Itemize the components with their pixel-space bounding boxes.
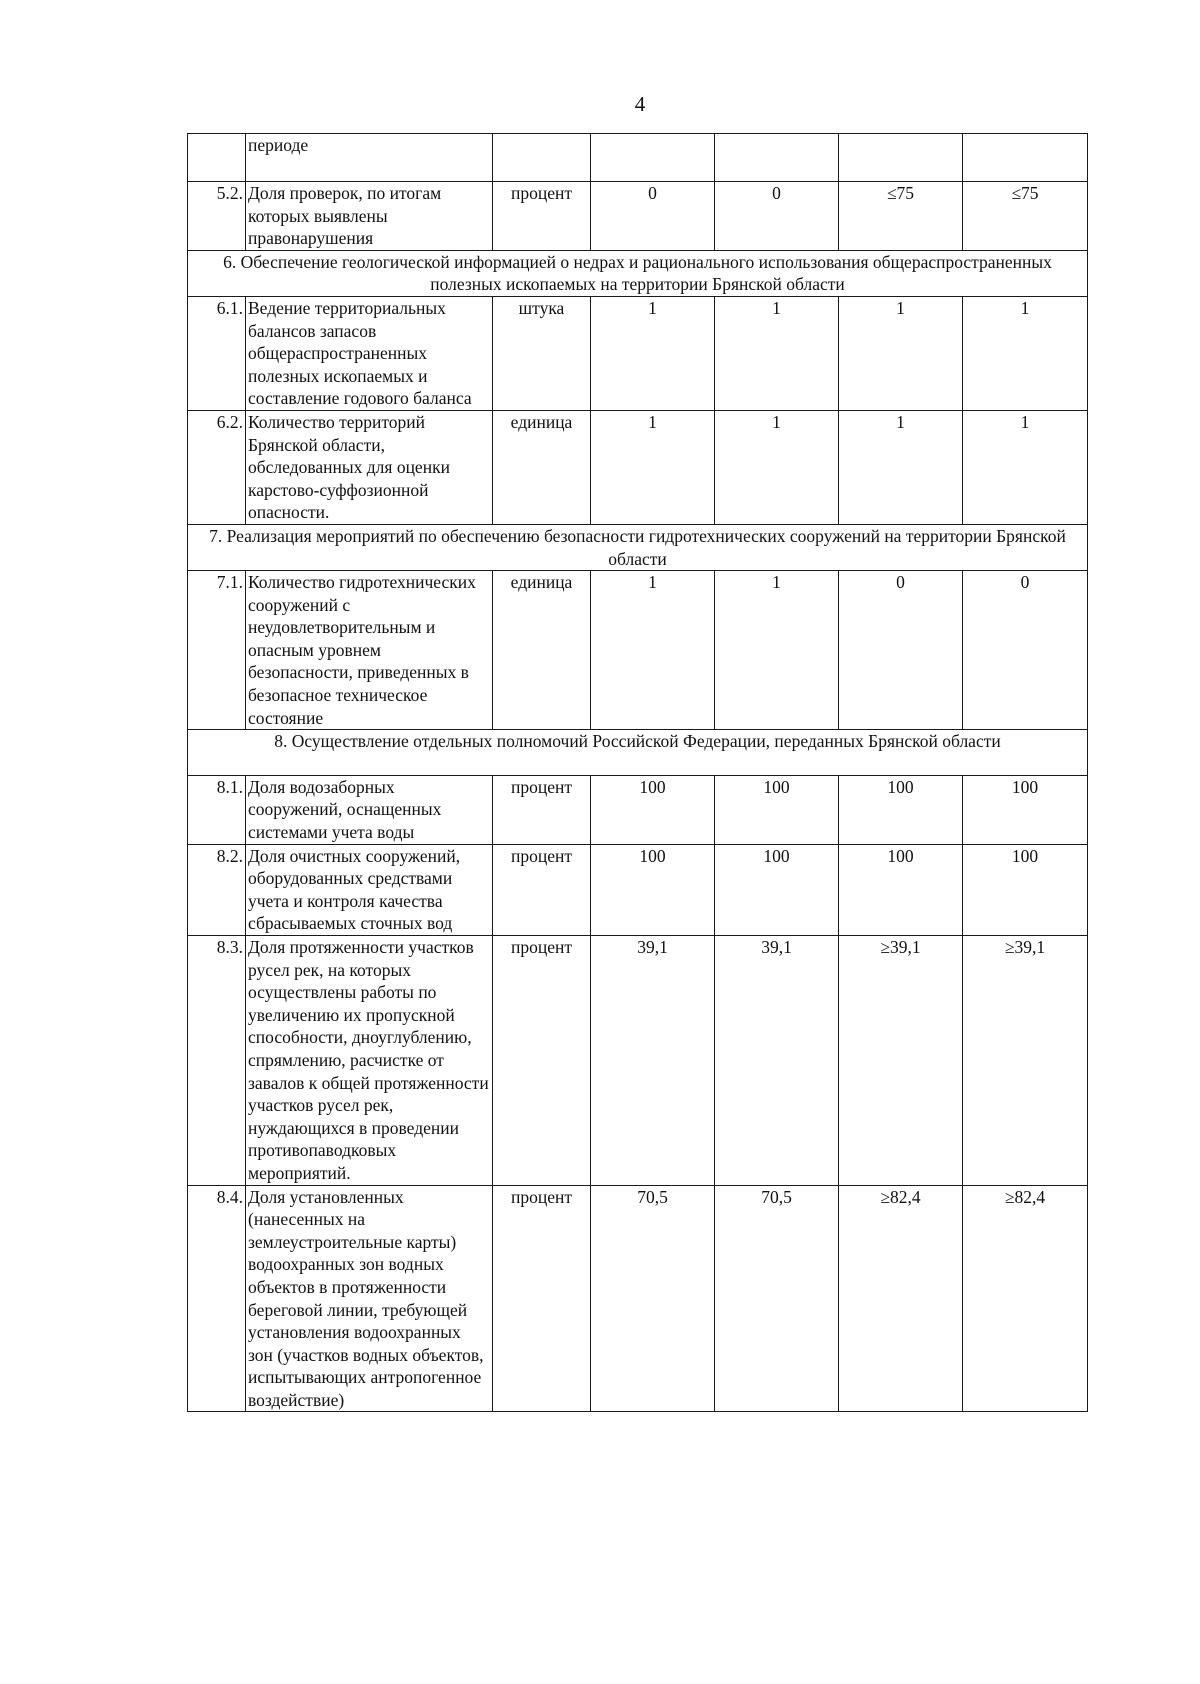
unit-cell: штука: [493, 296, 591, 410]
row-number: 8.1.: [188, 775, 246, 844]
value-cell-1: 0: [591, 182, 715, 251]
value-cell-3: ≥39,1: [839, 936, 963, 1186]
section-row-7: [188, 524, 1088, 570]
value-cell-2: 70,5: [715, 1185, 839, 1412]
value-cell-3: 1: [839, 296, 963, 410]
section-heading: 8. Осуществление отдельных полномочий Российской Федерации, переданных Брянской области: [188, 730, 1088, 776]
value-cell-4: 100: [963, 844, 1088, 935]
value-cell-1: 100: [591, 775, 715, 844]
row-number: 8.4.: [188, 1185, 246, 1412]
value-cell-1: 70,5: [591, 1185, 715, 1412]
value-cell-1: 1: [591, 571, 715, 730]
table-row-8-1: [188, 775, 1088, 844]
value-cell-2: 39,1: [715, 936, 839, 1186]
value-cell-3: 0: [839, 571, 963, 730]
row-number: 6.2.: [188, 410, 246, 524]
value-cell-4: ≥82,4: [963, 1185, 1088, 1412]
value-cell-2: 1: [715, 296, 839, 410]
value-cell-1: 100: [591, 844, 715, 935]
value-cell-2: 1: [715, 410, 839, 524]
value-cell-4: 0: [963, 571, 1088, 730]
row-number: [188, 134, 246, 182]
table-row-8-4: [188, 1185, 1088, 1412]
table-row-8-2: [188, 844, 1088, 935]
value-cell-2: 100: [715, 775, 839, 844]
indicator-description: Доля очистных сооружений, оборудованных средствами учета и контроля качества сбрасываемых сточных вод: [246, 844, 493, 935]
table-row-6-2: [188, 410, 1088, 524]
value-cell-3: 1: [839, 410, 963, 524]
row-number: 8.2.: [188, 844, 246, 935]
value-cell-3: [839, 134, 963, 182]
value-cell-4: 100: [963, 775, 1088, 844]
indicator-description: периоде: [246, 134, 493, 182]
value-cell-3: 100: [839, 844, 963, 935]
indicator-description: Доля проверок, по итогам которых выявлены правонарушения: [246, 182, 493, 251]
value-cell-4: 1: [963, 296, 1088, 410]
unit-cell: единица: [493, 571, 591, 730]
indicator-description: Количество территорий Брянской области, обследованных для оценки карстово-суффозионной опасности.: [246, 410, 493, 524]
unit-cell: [493, 134, 591, 182]
section-row-6: [188, 250, 1088, 296]
value-cell-4: ≥39,1: [963, 936, 1088, 1186]
unit-cell: единица: [493, 410, 591, 524]
table-row-5-2: [188, 182, 1088, 251]
row-number: 5.2.: [188, 182, 246, 251]
value-cell-3: ≤75: [839, 182, 963, 251]
value-cell-1: [591, 134, 715, 182]
indicator-description: Доля водозаборных сооружений, оснащенных системами учета воды: [246, 775, 493, 844]
page-number: 4: [634, 92, 646, 116]
unit-cell: процент: [493, 936, 591, 1186]
indicators-table: [187, 133, 1088, 1412]
value-cell-2: 100: [715, 844, 839, 935]
indicator-description: Доля установленных (нанесенных на землеустроительные карты) водоохранных зон водных объектов в протяженности береговой линии, требующей установления водоохранных зон (участков водных объектов, испытывающих антропогенное воздействие): [246, 1185, 493, 1412]
row-number: 6.1.: [188, 296, 246, 410]
indicator-description: Доля протяженности участков русел рек, на которых осуществлены работы по увеличению их пропускной способности, дноуглублению, спрямлению, расчистке от завалов к общей протяженности участков русел рек, нуждающихся в проведении противопаводковых мероприятий.: [246, 936, 493, 1186]
value-cell-3: 100: [839, 775, 963, 844]
table-row-7-1: [188, 571, 1088, 730]
value-cell-4: [963, 134, 1088, 182]
value-cell-1: 39,1: [591, 936, 715, 1186]
section-heading: 7. Реализация мероприятий по обеспечению безопасности гидротехнических сооружений на территории Брянской области: [188, 524, 1088, 570]
table-row-continuation: [188, 134, 1088, 182]
unit-cell: процент: [493, 1185, 591, 1412]
value-cell-1: 1: [591, 410, 715, 524]
indicator-description: Количество гидротехнических сооружений с неудовлетворительным и опасным уровнем безопасности, приведенных в безопасное техническое состояние: [246, 571, 493, 730]
value-cell-2: 1: [715, 571, 839, 730]
unit-cell: процент: [493, 775, 591, 844]
row-number: 8.3.: [188, 936, 246, 1186]
section-row-8: [188, 730, 1088, 776]
value-cell-4: ≤75: [963, 182, 1088, 251]
value-cell-2: [715, 134, 839, 182]
table-row-6-1: [188, 296, 1088, 410]
value-cell-2: 0: [715, 182, 839, 251]
row-number: 7.1.: [188, 571, 246, 730]
unit-cell: процент: [493, 182, 591, 251]
value-cell-3: ≥82,4: [839, 1185, 963, 1412]
indicator-description: Ведение территориальных балансов запасов общераспространенных полезных ископаемых и составление годового баланса: [246, 296, 493, 410]
section-heading: 6. Обеспечение геологической информацией о недрах и рационального использования общераспространенных полезных ископаемых на территории Брянской области: [188, 250, 1088, 296]
value-cell-1: 1: [591, 296, 715, 410]
unit-cell: процент: [493, 844, 591, 935]
value-cell-4: 1: [963, 410, 1088, 524]
table-row-8-3: [188, 936, 1088, 1186]
